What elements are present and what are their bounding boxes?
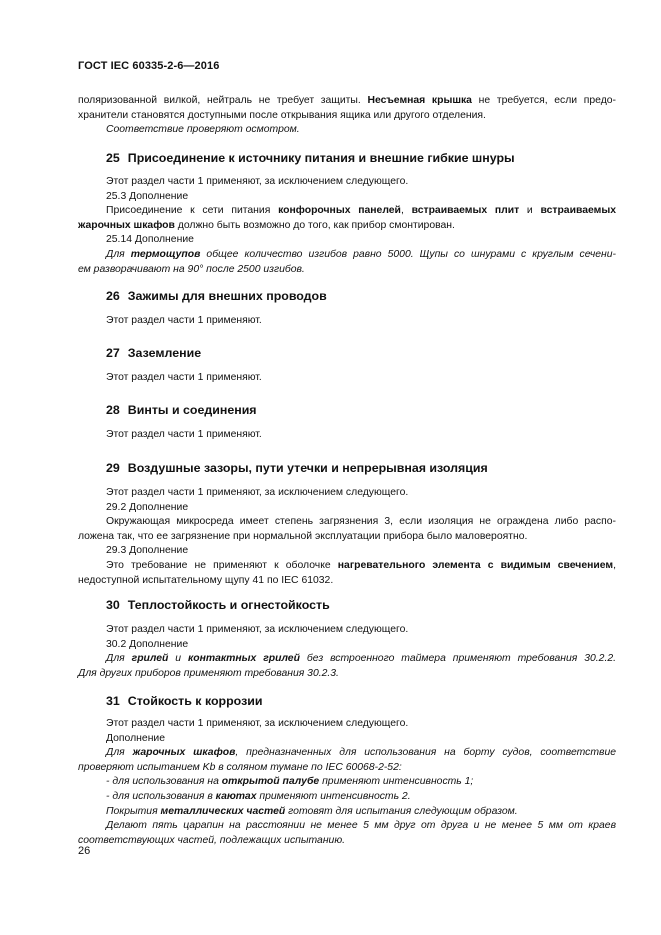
subclause-label: 25.14 Дополнение bbox=[106, 234, 194, 246]
subclause-label: Дополнение bbox=[106, 732, 166, 744]
subclause-label: 25.3 Дополнение bbox=[106, 190, 189, 202]
section-body-25 bbox=[78, 175, 616, 277]
intro-paragraph bbox=[78, 94, 616, 138]
text-line bbox=[78, 805, 616, 820]
section-number: 27 bbox=[106, 346, 120, 360]
term-emphasis: контактных грилей bbox=[187, 653, 300, 665]
text-run: Присоединение к сети питания bbox=[106, 205, 271, 217]
text-line bbox=[78, 248, 616, 263]
text-line: Этот раздел части 1 применяют. bbox=[106, 429, 262, 440]
text-line bbox=[78, 652, 616, 667]
text-line: Этот раздел части 1 применяют, за исключением следующего. bbox=[106, 176, 409, 187]
text-run: Покрытия bbox=[106, 805, 158, 817]
section-body-26 bbox=[78, 314, 616, 329]
section-number: 29 bbox=[106, 461, 120, 475]
section-heading-29 bbox=[106, 461, 488, 475]
text-line: ем разворачивают на 90° после 2500 изгибов. bbox=[78, 263, 305, 275]
text-run: применяют интенсивность 1; bbox=[322, 776, 474, 788]
section-title: Воздушные зазоры, пути утечки и непрерывная изоляция bbox=[127, 461, 488, 475]
subclause-label: 29.3 Дополнение bbox=[106, 545, 189, 557]
term-emphasis: нагревательного элемента с видимым свечением bbox=[337, 559, 614, 571]
text-line: Этот раздел части 1 применяют. bbox=[106, 315, 262, 326]
text-line bbox=[78, 204, 616, 219]
section-number: 31 bbox=[106, 694, 120, 708]
text-line: проверяют испытанием Kb в соляном тумане по IEC 60068-2-52: bbox=[78, 761, 402, 773]
term-emphasis: каютах bbox=[215, 790, 257, 802]
text-line bbox=[78, 219, 616, 234]
text-run: Для bbox=[106, 747, 125, 759]
text-run: общее количество изгибов равно 5000. Щупы со шнурами с круглым сечени- bbox=[206, 248, 616, 260]
text-run: , предназначенных для использования на борту судов, соответствие bbox=[235, 747, 617, 759]
term-emphasis: открытой палубе bbox=[221, 776, 320, 788]
text-line bbox=[78, 559, 616, 574]
list-item bbox=[78, 775, 616, 790]
section-number: 25 bbox=[106, 151, 120, 165]
list-item bbox=[78, 790, 616, 805]
text-line: Этот раздел части 1 применяют, за исключением следующего. bbox=[106, 487, 409, 498]
text-run: и bbox=[526, 205, 533, 217]
text-line: Этот раздел части 1 применяют, за исключением следующего. bbox=[106, 718, 409, 729]
section-title: Зажимы для внешних проводов bbox=[127, 289, 327, 303]
text-run: , bbox=[613, 559, 616, 571]
section-body-29 bbox=[78, 486, 616, 588]
text-run: поляризованной вилкой, нейтраль не требует защиты. bbox=[78, 95, 361, 106]
section-heading-25 bbox=[106, 151, 515, 165]
term-emphasis: металлических частей bbox=[160, 805, 286, 817]
term-emphasis: жарочных шкафов bbox=[132, 747, 236, 759]
section-title: Заземление bbox=[127, 346, 202, 360]
section-body-28 bbox=[78, 428, 616, 443]
term-emphasis: грилей bbox=[131, 653, 169, 665]
section-heading-27 bbox=[106, 346, 201, 360]
section-heading-26 bbox=[106, 289, 327, 303]
text-run: , bbox=[400, 205, 404, 217]
section-body-31 bbox=[78, 717, 616, 848]
text-run: Для bbox=[106, 653, 125, 665]
text-run: и bbox=[175, 653, 182, 665]
subclause-label: 29.2 Дополнение bbox=[106, 501, 189, 513]
section-body-30 bbox=[78, 623, 616, 681]
text-run: применяют интенсивность 2. bbox=[259, 790, 411, 802]
text-run: Это требование не применяют к оболочке bbox=[106, 559, 331, 571]
section-heading-30 bbox=[106, 598, 330, 612]
section-heading-28 bbox=[106, 403, 257, 417]
text-run: должно быть возможно до того, как прибор смонтирован. bbox=[177, 219, 455, 231]
text-line: Этот раздел части 1 применяют, за исключением следующего. bbox=[106, 624, 409, 635]
section-title: Винты и соединения bbox=[127, 403, 257, 417]
section-number: 30 bbox=[106, 598, 120, 612]
section-number: 28 bbox=[106, 403, 120, 417]
text-run: готовят для испытания следующим образом. bbox=[288, 805, 518, 817]
text-line: Делают пять царапин на расстоянии не менее 5 мм друг от друга и не менее 5 мм от краев bbox=[106, 820, 616, 832]
text-line: Этот раздел части 1 применяют. bbox=[106, 372, 262, 383]
section-number: 26 bbox=[106, 289, 120, 303]
term-emphasis: Несъемная крышка bbox=[367, 95, 472, 106]
term-emphasis: встраиваемых плит bbox=[411, 205, 520, 217]
section-heading-31 bbox=[106, 694, 262, 708]
text-line: Для других приборов применяют требования 30.2.3. bbox=[78, 667, 339, 679]
subclause-label: 30.2 Дополнение bbox=[106, 638, 189, 650]
text-line bbox=[78, 94, 616, 109]
text-line bbox=[78, 746, 616, 761]
section-title: Присоединение к источнику питания и внешние гибкие шнуры bbox=[127, 151, 515, 165]
text-line: хранители становятся доступными после открывания ящика или другого отделения. bbox=[78, 109, 486, 121]
text-line: ложена так, что ее загрязнение при нормальной эксплуатации прибора было маловероятно. bbox=[78, 530, 528, 542]
section-title: Стойкость к коррозии bbox=[127, 694, 263, 708]
text-run: - для использования на bbox=[106, 776, 219, 788]
text-line: соответствующих частей, подлежащих испытанию. bbox=[78, 834, 346, 846]
term-emphasis: термощупов bbox=[130, 248, 201, 260]
section-body-27 bbox=[78, 371, 616, 386]
term-emphasis: конфорочных панелей bbox=[278, 205, 401, 217]
text-line: недоступной испытательному щупу 41 по IEC 61032. bbox=[78, 574, 334, 586]
term-emphasis: встраиваемых bbox=[540, 205, 616, 217]
term-emphasis: жарочных шкафов bbox=[78, 219, 175, 231]
page-number: 26 bbox=[78, 845, 91, 857]
text-run: не требуется, если предо- bbox=[478, 95, 617, 106]
text-run: Для bbox=[106, 248, 125, 260]
text-line: Окружающая микросреда имеет степень загрязнения 3, если изоляция не ограждена либо распо- bbox=[106, 516, 616, 528]
compliance-note: Соответствие проверяют осмотром. bbox=[106, 124, 300, 136]
text-run: - для использования в bbox=[106, 790, 213, 802]
document-header: ГОСТ IEC 60335-2-6—2016 bbox=[78, 60, 220, 72]
section-title: Теплостойкость и огнестойкость bbox=[127, 598, 330, 612]
text-run: без встроенного таймера применяют требования 30.2.2. bbox=[306, 653, 617, 665]
